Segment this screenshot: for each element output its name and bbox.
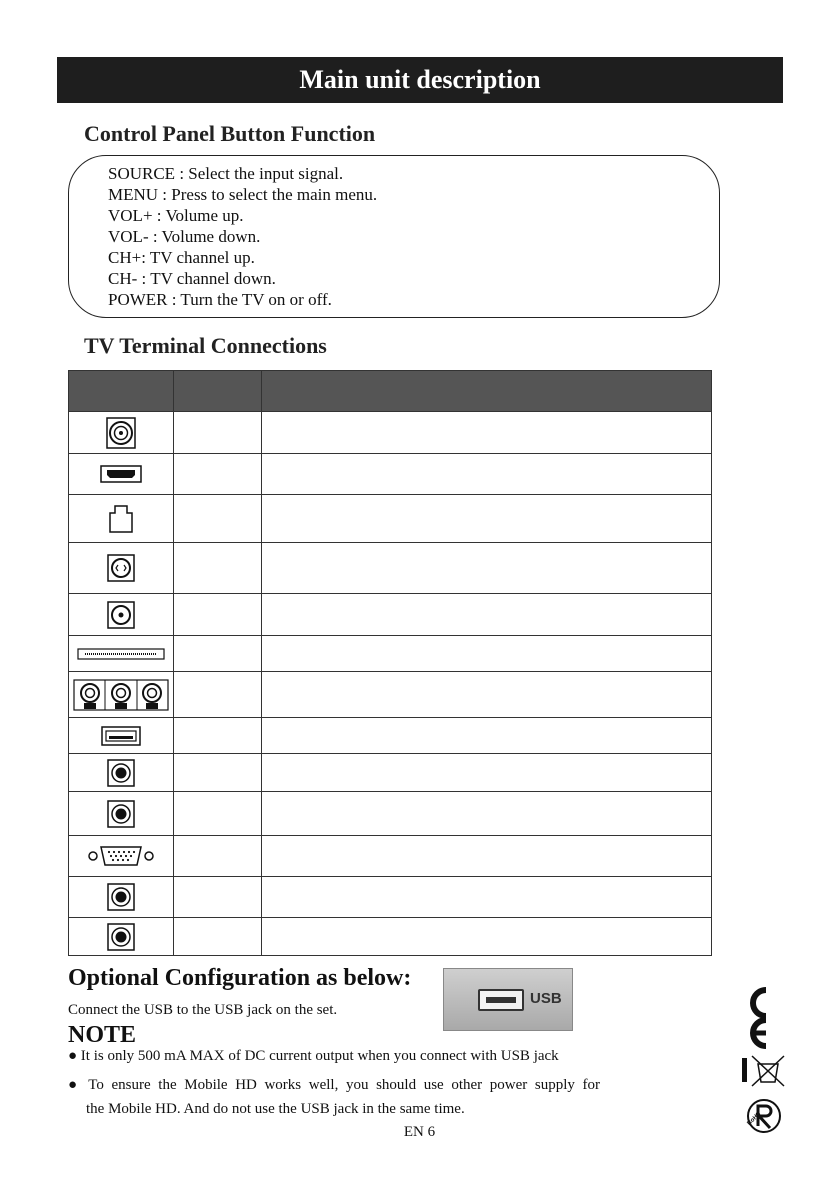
table-row — [69, 543, 712, 594]
source-line: SOURCE : Select the input signal. — [108, 164, 344, 183]
table-row — [69, 792, 712, 836]
table-row — [69, 877, 712, 918]
weee-bin-icon — [742, 1056, 784, 1086]
note-bullet-2 — [68, 1073, 600, 1121]
usb-port-icon — [478, 989, 524, 1011]
usb-port-icon — [101, 726, 141, 746]
hdmi-port-icon — [100, 465, 142, 483]
table-row — [69, 594, 712, 636]
ch-down-line: CH- : TV channel down. — [108, 269, 276, 288]
rohs-label: RoHS — [746, 1111, 763, 1127]
compliance-marks — [738, 984, 794, 1139]
coaxial-port-icon — [107, 601, 135, 629]
header-cell — [69, 371, 174, 412]
table-row — [69, 636, 712, 672]
audio-jack-icon — [107, 883, 135, 911]
note-bullet-1: ● It is only 500 mA MAX of DC current output when you connect with USB jack — [68, 1048, 559, 1064]
rca-triple-jack-icon — [73, 679, 169, 711]
rohs-mark-icon — [746, 1100, 780, 1132]
menu-line: MENU : Press to select the main menu. — [108, 185, 378, 204]
header-cell — [174, 371, 262, 412]
note-heading: NOTE — [68, 1022, 137, 1048]
control-panel-list — [108, 163, 377, 310]
page-number: EN 6 — [403, 1124, 436, 1140]
optical-port-icon — [107, 554, 135, 582]
usb-jack-photo — [443, 968, 573, 1031]
note-bullet-2-line-1: ● To ensure the Mobile HD works well, you should use other power supply for — [68, 1077, 600, 1093]
audio-jack-icon — [107, 923, 135, 951]
page-title: Main unit description — [57, 57, 783, 103]
table-row — [69, 718, 712, 754]
table-row — [69, 454, 712, 495]
vga-port-icon — [87, 844, 155, 868]
certification-symbols — [738, 984, 794, 1134]
table-row — [69, 672, 712, 718]
ch-up-line: CH+: TV channel up. — [108, 248, 255, 267]
audio-jack-icon — [107, 759, 135, 787]
table-row — [69, 836, 712, 877]
lan-port-icon — [109, 505, 133, 533]
vol-down-line: VOL- : Volume down. — [108, 227, 261, 246]
ci-card-slot-icon — [77, 648, 165, 660]
optional-config-heading: Optional Configuration as below: — [68, 965, 412, 991]
audio-jack-icon — [107, 800, 135, 828]
table-row — [69, 918, 712, 956]
table-row — [69, 412, 712, 454]
table-row — [69, 495, 712, 543]
vol-up-line: VOL+ : Volume up. — [108, 206, 244, 225]
ce-mark-icon — [753, 990, 766, 1046]
terminal-table — [68, 370, 712, 956]
header-cell — [262, 371, 712, 412]
control-panel-heading: Control Panel Button Function — [84, 121, 376, 146]
usb-label: USB — [530, 990, 562, 1007]
table-row — [69, 754, 712, 792]
terminal-heading: TV Terminal Connections — [84, 333, 327, 358]
table-header-row — [69, 371, 712, 412]
power-line: POWER : Turn the TV on or off. — [108, 290, 332, 309]
rf-antenna-connector-icon — [106, 417, 136, 449]
note-bullet-2-line-2: the Mobile HD. And do not use the USB jack in the same time. — [86, 1101, 465, 1117]
optional-config-text: Connect the USB to the USB jack on the set. — [68, 1002, 338, 1018]
